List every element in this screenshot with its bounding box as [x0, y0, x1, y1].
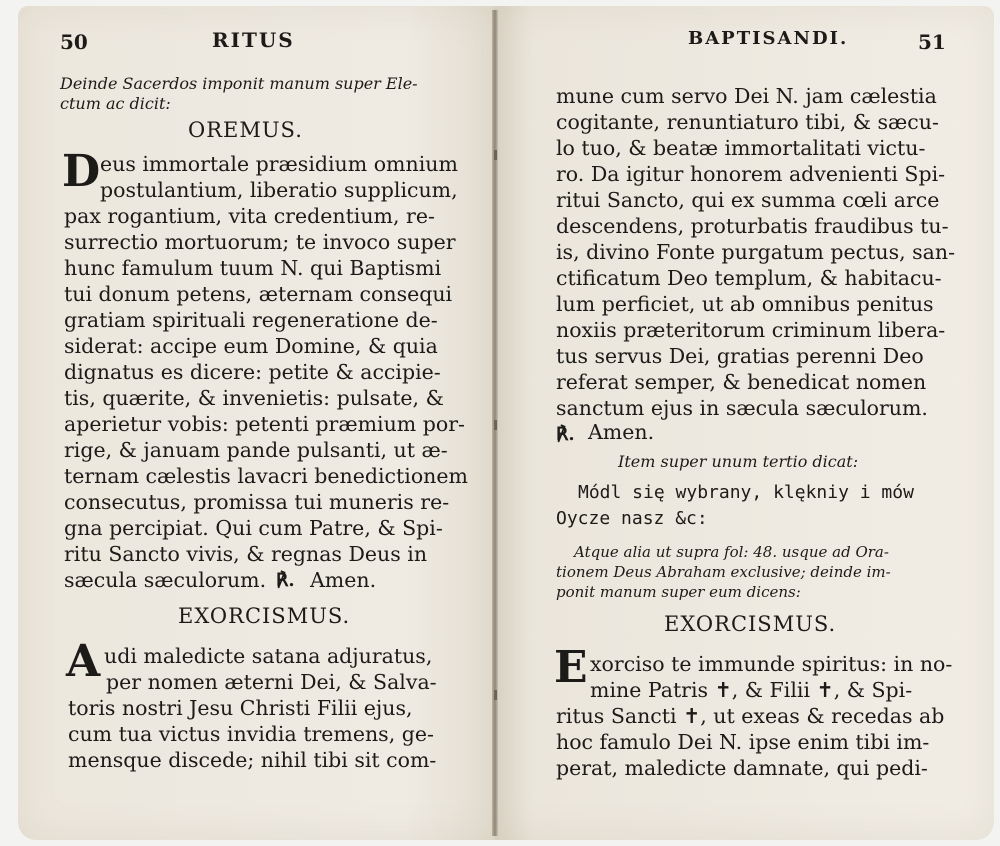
oremus-line: tis, quærite, & invenietis: pulsate, &: [64, 386, 444, 410]
continuation-line: mune cum servo Dei N. jam cælestia: [556, 84, 937, 108]
response-symbol: ℟.: [276, 570, 295, 591]
exorcism-line-right: xorciso te immunde spiritus: in no-: [590, 652, 953, 676]
oremus-dropcap: D: [62, 146, 101, 197]
exorcismus-heading: EXORCISMUS.: [178, 604, 351, 628]
oremus-line: ritu Sancto vivis, & regnas Deus in: [64, 542, 428, 566]
binding-stitch: [494, 420, 497, 430]
oremus-line: eus immortale præsidium omnium: [100, 152, 458, 176]
continuation-line: ctificatum Deo templum, & habitacu-: [556, 266, 942, 290]
exorcism-line-right: hoc famulo Dei N. ipse enim tibi im-: [556, 730, 930, 754]
oremus-line: consecutus, promissa tui muneris re-: [64, 490, 450, 514]
oremus-heading: OREMUS.: [188, 118, 303, 142]
oremus-line: ternam cælestis lavacri benedictionem: [64, 464, 468, 488]
oremus-last-line: sæcula sæculorum.: [64, 568, 267, 592]
oremus-line: aperietur vobis: petenti præmium por-: [64, 412, 465, 436]
right-rubric: Item super unum tertio dicat:: [618, 452, 859, 471]
exorcism-dropcap: A: [66, 636, 101, 687]
oremus-line: pax rogantium, vita credentium, re-: [64, 204, 435, 228]
right-running-head: BAPTISANDI.: [688, 28, 849, 49]
continuation-line: descendens, proturbatis fraudibus tu-: [556, 214, 949, 238]
oremus-line: postulantium, liberatio supplicum,: [100, 178, 458, 202]
response-symbol: ℟.: [556, 424, 575, 445]
exorcism-dropcap-right: E: [554, 642, 588, 693]
continuation-line: is, divino Fonte purgatum pectus, san-: [556, 240, 955, 264]
continuation-line: tus servus Dei, gratias perenni Deo: [556, 344, 924, 368]
continuation-line: referat semper, & benedicat nomen: [556, 370, 927, 394]
exorcismus-heading-right: EXORCISMUS.: [664, 612, 837, 636]
oremus-line: gratiam spirituali regeneratione de-: [64, 308, 438, 332]
oremus-line: hunc famulum tuum N. qui Baptismi: [64, 256, 442, 280]
continuation-line: lum perficiet, ut ab omnibus penitus: [556, 292, 934, 316]
response-amen: Amen.: [310, 568, 377, 592]
left-rubric-line: Deinde Sacerdos imponit manum super Ele-: [60, 74, 418, 93]
exorcism-line: cum tua victus invidia tremens, ge-: [68, 722, 434, 746]
continuation-line: ro. Da igitur honorem advenienti Spi-: [556, 162, 946, 186]
oremus-line: dignatus es dicere: petite & accipie-: [64, 360, 441, 384]
exorcism-line: mensque discede; nihil tibi sit com-: [68, 748, 437, 772]
left-rubric-line: ctum ac dicit:: [60, 94, 171, 113]
right-rubric2-line: Atque alia ut supra fol: 48. usque ad Ora-: [574, 543, 889, 561]
exorcism-line-right: perat, maledicte damnate, qui pedi-: [556, 756, 928, 780]
exorcism-line: udi maledicte satana adjuratus,: [104, 644, 433, 668]
left-running-head: RITUS: [212, 28, 295, 52]
polish-line: Oycze nasz &c:: [556, 508, 708, 529]
polish-line: Módl się wybrany, klękniy i mów: [578, 482, 914, 503]
binding-stitch: [494, 690, 497, 700]
exorcism-line: per nomen æterni Dei, & Salva-: [106, 670, 437, 694]
response-amen: Amen.: [588, 420, 655, 444]
oremus-line: siderat: accipe eum Domine, & quia: [64, 334, 438, 358]
continuation-line: ritui Sancto, qui ex summa cœli arce: [556, 188, 940, 212]
oremus-line: gna percipiat. Qui cum Patre, & Spi-: [64, 516, 443, 540]
binding-stitch: [494, 150, 497, 160]
oremus-line: tui donum petens, æternam consequi: [64, 282, 453, 306]
right-rubric2-line: tionem Deus Abraham exclusive; deinde im-: [556, 563, 891, 581]
exorcism-line: toris nostri Jesu Christi Filii ejus,: [68, 696, 413, 720]
left-page-number: 50: [60, 30, 88, 54]
continuation-line: noxiis præteritorum criminum libera-: [556, 318, 946, 342]
right-page-number: 51: [918, 30, 946, 54]
continuation-line: lo tuo, & beatæ immortalitati victu-: [556, 136, 926, 160]
exorcism-line-right: ritus Sancti ✝, ut exeas & recedas ab: [556, 704, 945, 728]
right-rubric2-line: ponit manum super eum dicens:: [556, 583, 801, 601]
continuation-line: cogitante, renuntiaturo tibi, & sæcu-: [556, 110, 939, 134]
oremus-line: rige, & januam pande pulsanti, ut æ-: [64, 438, 448, 462]
exorcism-line-right: mine Patris ✝, & Filii ✝, & Spi-: [590, 678, 913, 702]
oremus-line: surrectio mortuorum; te invoco super: [64, 230, 456, 254]
continuation-line: sanctum ejus in sæcula sæculorum.: [556, 396, 928, 420]
